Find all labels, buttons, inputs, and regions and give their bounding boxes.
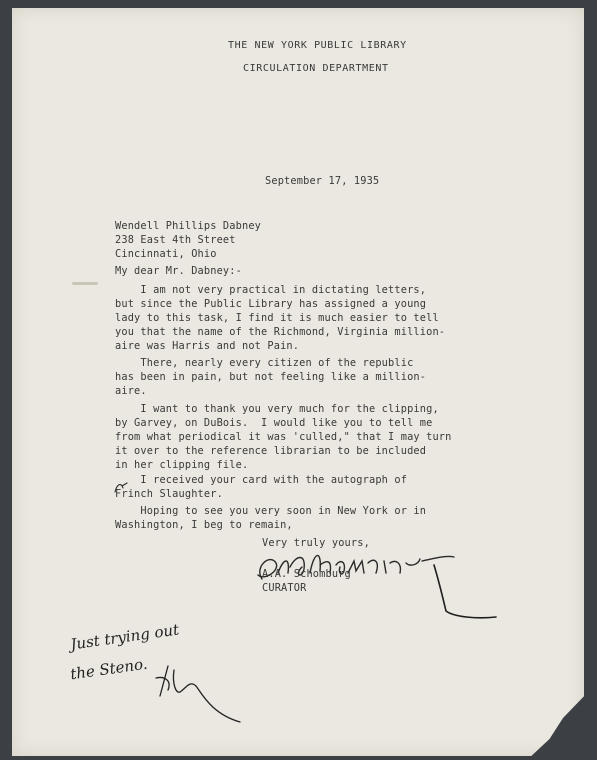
signer-name: A.A. Schomburg — [262, 568, 351, 580]
body-line: aire was Harris and not Pain. — [115, 340, 300, 352]
handwritten-note-line1: Just trying out — [69, 620, 181, 654]
body-line: aire. — [115, 385, 147, 397]
letter-date: September 17, 1935 — [265, 175, 380, 187]
body-line: lady to this task, I find it is much easier to tell — [115, 312, 439, 324]
body-line: Hoping to see you very soon in New York or in — [115, 505, 427, 517]
letterhead-department: CIRCULATION DEPARTMENT — [243, 63, 389, 74]
recipient-city: Cincinnati, Ohio — [115, 248, 217, 260]
body-line: Frinch Slaughter. — [115, 488, 223, 500]
handwritten-correction — [113, 480, 131, 496]
body-line: I want to thank you very much for the clipping, — [115, 403, 439, 415]
body-line: I am not very practical in dictating letters, — [115, 284, 427, 296]
body-line: it over to the reference librarian to be included — [115, 445, 427, 457]
body-line: I received your card with the autograph of — [115, 474, 408, 486]
margin-mark — [72, 282, 98, 285]
handwritten-note-line2: the Steno. — [69, 654, 149, 684]
body-line: but since the Public Library has assigned a young — [115, 298, 427, 310]
recipient-street: 238 East 4th Street — [115, 234, 236, 246]
salutation: My dear Mr. Dabney:- — [115, 265, 242, 277]
body-line: from what periodical it was 'culled," that I may turn — [115, 431, 452, 443]
body-line: There, nearly every citizen of the republic — [115, 357, 414, 369]
signer-title: CURATOR — [262, 582, 307, 594]
body-line: in her clipping file. — [115, 459, 249, 471]
body-line: by Garvey, on DuBois. I would like you to tell me — [115, 417, 433, 429]
body-line: has been in pain, but not feeling like a million- — [115, 371, 427, 383]
closing: Very truly yours, — [262, 537, 370, 549]
body-line: you that the name of the Richmond, Virginia million- — [115, 326, 446, 338]
body-line: Washington, I beg to remain, — [115, 519, 293, 531]
letterhead-title: THE NEW YORK PUBLIC LIBRARY — [228, 40, 407, 51]
initials-scribble — [150, 660, 260, 730]
recipient-name: Wendell Phillips Dabney — [115, 220, 262, 232]
